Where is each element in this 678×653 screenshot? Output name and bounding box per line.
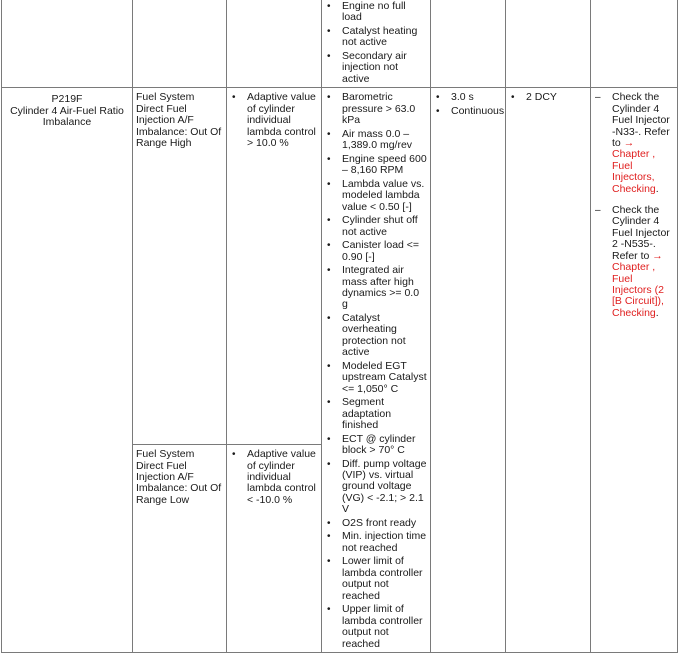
cell-conditions (322, 88, 431, 653)
table-row-previous (2, 0, 678, 88)
list-item: • Catalyst heating not active (325, 26, 427, 49)
conditions-list-prev (325, 1, 427, 85)
list-item: • Lambda value vs. modeled lambda value < 0.50 [-] (325, 179, 427, 213)
list-item: • Segment adaptation finished (325, 397, 427, 431)
cell-mil (506, 88, 591, 653)
list-item: • Engine no full load (325, 1, 427, 24)
list-item: • Barometric pressure > 63.0 kPa (325, 92, 427, 126)
cell-time (431, 88, 506, 653)
cell-sub-high (133, 88, 227, 445)
action-text: Check the Cylinder 4 Fuel Injector 2 -N535-. Refer to (612, 204, 670, 262)
list-item: • Engine speed 600 – 8,160 RPM (325, 154, 427, 177)
list-item: • 3.0 s (434, 92, 502, 103)
sub-high-title: Fuel System Direct Fuel Injection A/F Imbalance: Out Of Range High (136, 91, 222, 150)
list-item (594, 205, 674, 319)
action-tail: . (655, 182, 659, 195)
chapter-link[interactable]: → Chapter , Fuel Injectors, Checking (612, 137, 656, 195)
list-item: • Adaptive value of cylinder individual lambda control < -10.0 % (230, 449, 318, 506)
list-item: • Canister load <= 0.90 [-] (325, 240, 427, 263)
list-item: • Min. injection time not reached (325, 531, 427, 554)
list-item: • Lower limit of lambda controller output not reached (325, 556, 427, 602)
list-item: • ECT @ cylinder block > 70° C (325, 434, 427, 457)
cell-code-empty (2, 0, 133, 88)
list-item: • Upper limit of lambda controller output not reached (325, 604, 427, 650)
dtc-name: Cylinder 4 Air-Fuel Ratio Imbalance (10, 104, 124, 129)
cell-actions-empty (591, 0, 678, 88)
dtc-code: P219F (51, 93, 83, 106)
list-item: • O2S front ready (325, 518, 427, 529)
list-item: • Secondary air injection not active (325, 51, 427, 85)
list-item: • Air mass 0.0 – 1,389.0 mg/rev (325, 129, 427, 152)
cell-conditions-prev (322, 0, 431, 88)
criteria-list-high (230, 92, 318, 149)
cell-sub-low (133, 445, 227, 653)
cell-mil-empty (506, 0, 591, 88)
list-item (594, 92, 674, 195)
cell-actions (591, 88, 678, 653)
dtc-table (1, 0, 678, 653)
action-text: Check the Cylinder 4 Fuel Injector -N33-. Refer to (612, 91, 670, 150)
cell-dtc-code (2, 88, 133, 653)
mil-list (509, 92, 587, 103)
conditions-list (325, 92, 427, 650)
list-item: • Modeled EGT upstream Catalyst <= 1,050° C (325, 361, 427, 395)
time-list (434, 91, 505, 117)
chapter-link[interactable]: → Chapter , Fuel Injectors (2 [B Circuit]), Checking (612, 249, 664, 319)
sub-low-title: Fuel System Direct Fuel Injection A/F Imbalance: Out Of Range Low (136, 448, 222, 506)
list-item: • Diff. pump voltage (VIP) vs. virtual ground voltage (VG) < -2.1; > 2.1 V (325, 459, 427, 516)
list-item: • Catalyst overheating protection not active (325, 313, 427, 359)
cell-criteria-high (227, 88, 322, 445)
cell-criteria-low (227, 445, 322, 653)
action-tail: . (655, 306, 659, 319)
cell-sub-empty (133, 0, 227, 88)
list-item: • Adaptive value of cylinder individual lambda control > 10.0 % (230, 92, 318, 149)
cell-criteria-empty (227, 0, 322, 88)
list-item: • 2 DCY (509, 92, 587, 103)
table-row (2, 88, 678, 445)
cell-time-empty (431, 0, 506, 88)
list-item: • Cylinder shut off not active (325, 215, 427, 238)
list-item: • Continuous (434, 106, 502, 117)
actions-list (594, 92, 674, 319)
criteria-list-low (230, 449, 318, 506)
list-item: • Integrated air mass after high dynamics >= 0.0 g (325, 265, 427, 311)
